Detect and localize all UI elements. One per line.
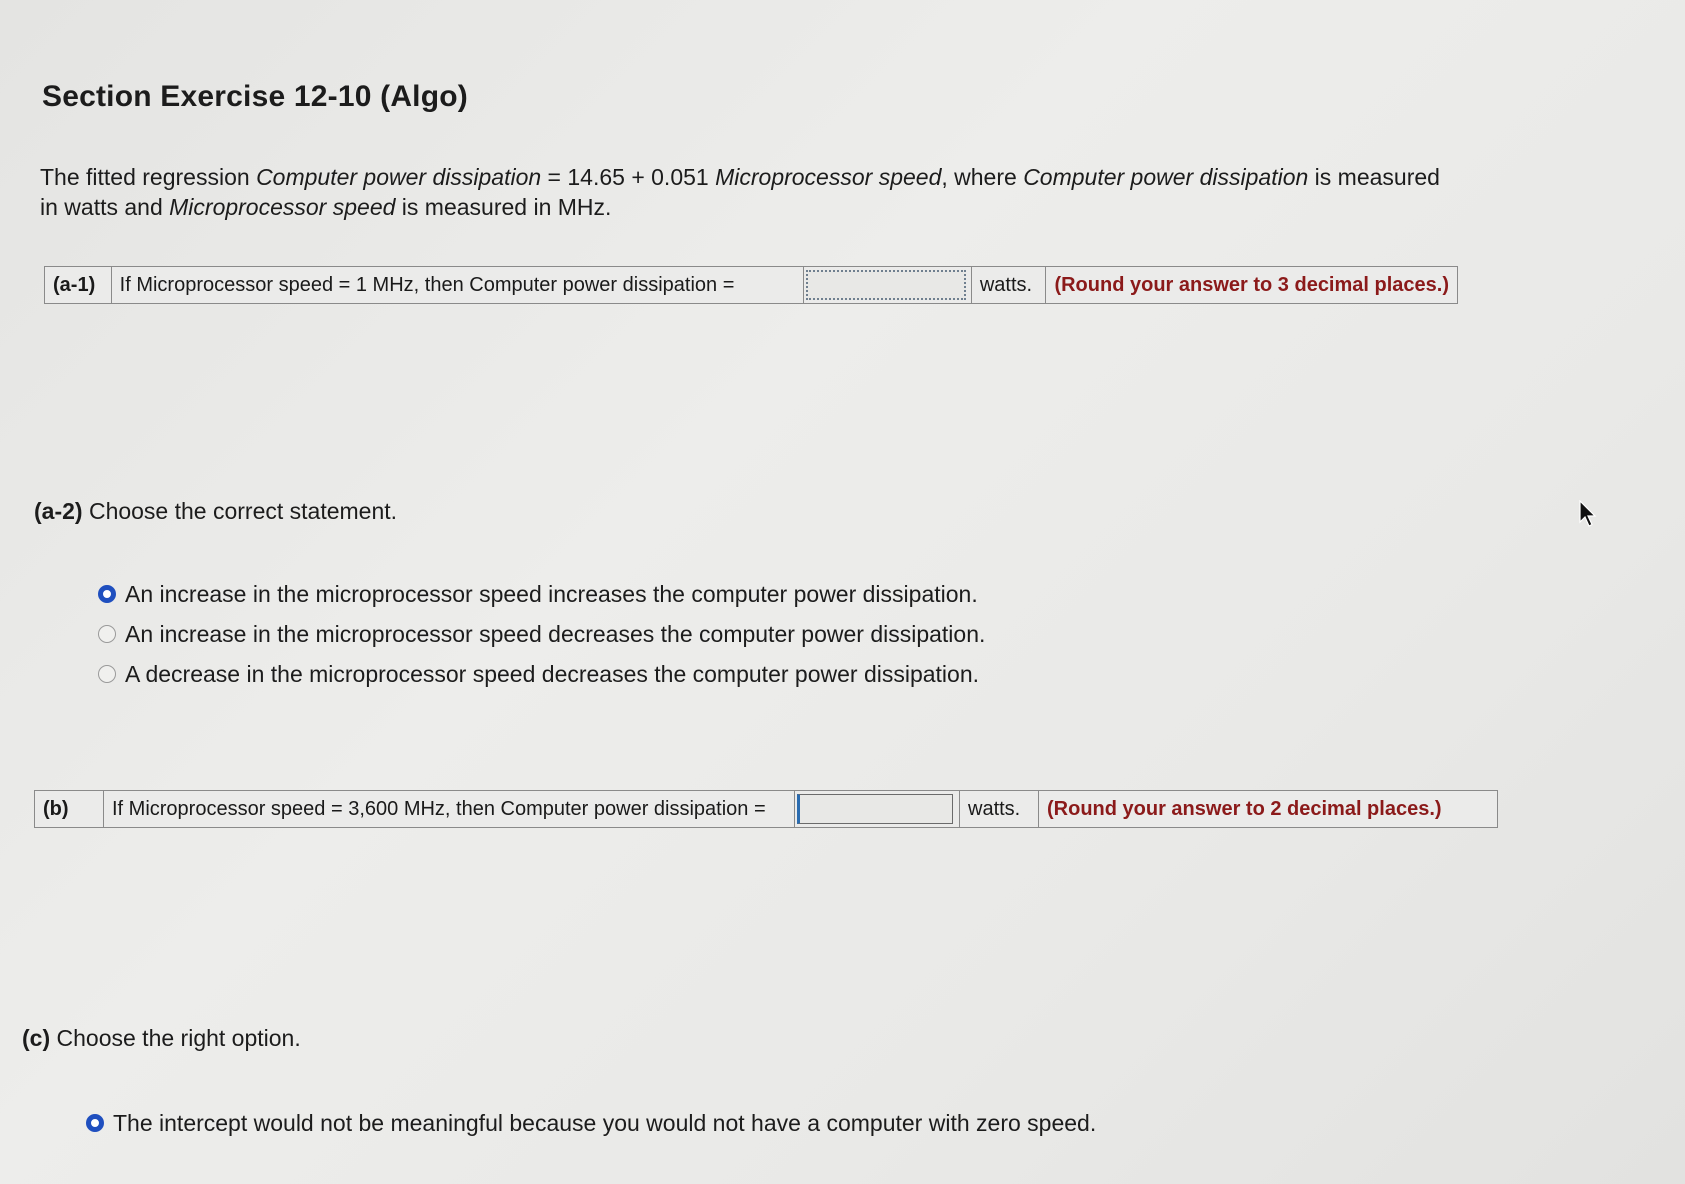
part-label: (b) [35, 791, 104, 827]
answer-input-cell [795, 791, 960, 827]
response-variable: Computer power dissipation [1023, 164, 1309, 190]
rounding-instruction: (Round your answer to 2 decimal places.) [1047, 797, 1442, 820]
question-text: Choose the correct statement. [82, 498, 398, 524]
unit-label: watts. [960, 791, 1039, 827]
answer-input-b[interactable] [797, 794, 953, 824]
answer-row-a1 [44, 266, 1458, 304]
radio-button[interactable] [98, 625, 116, 643]
option-text: A decrease in the microprocessor speed decreases the computer power dissipation. [125, 660, 980, 687]
answer-input-cell [804, 267, 972, 303]
regression-equation: = 14.65 + 0.051 [541, 164, 716, 190]
radio-option[interactable] [98, 614, 985, 654]
part-prompt: If Microprocessor speed = 3,600 MHz, then Computer power dissipation = [104, 791, 795, 827]
unit-label: watts. [972, 267, 1047, 303]
option-text: An increase in the microprocessor speed increases the computer power dissipation. [125, 580, 978, 607]
predictor-variable: Microprocessor speed [715, 164, 942, 190]
radio-button[interactable] [98, 665, 116, 683]
answer-row-b [34, 790, 1498, 828]
radio-option[interactable] [98, 654, 985, 694]
radio-option[interactable] [86, 1103, 1096, 1143]
part-label: (a-2) [34, 498, 83, 524]
response-variable: Computer power dissipation [256, 164, 542, 190]
intro-text: , where [941, 164, 1024, 190]
rounding-instruction: (Round your answer to 3 decimal places.) [1054, 273, 1449, 296]
question-a2 [34, 498, 397, 525]
part-label: (a-1) [45, 267, 112, 303]
question-text: Choose the right option. [50, 1025, 301, 1051]
mouse-pointer-icon [1578, 500, 1598, 528]
radio-button-selected[interactable] [86, 1114, 104, 1132]
options-a2 [98, 574, 985, 694]
intro-text: is measured in MHz. [395, 194, 612, 220]
options-c [86, 1103, 1096, 1143]
predictor-variable: Microprocessor speed [169, 194, 396, 220]
question-c [22, 1025, 301, 1052]
radio-button-selected[interactable] [98, 585, 116, 603]
problem-statement [40, 162, 1460, 222]
part-prompt: If Microprocessor speed = 1 MHz, then Computer power dissipation = [112, 267, 804, 303]
option-text: An increase in the microprocessor speed decreases the computer power dissipation. [125, 620, 986, 647]
radio-option[interactable] [98, 574, 985, 614]
intro-text: is measured in watts and [40, 164, 1440, 220]
intro-text: The fitted regression [40, 164, 257, 190]
answer-input-a1[interactable] [806, 270, 966, 300]
part-label: (c) [22, 1025, 51, 1051]
page-title: Section Exercise 12-10 (Algo) [42, 80, 468, 113]
option-text: The intercept would not be meaningful because you would not have a computer with zero speed. [113, 1109, 1097, 1136]
